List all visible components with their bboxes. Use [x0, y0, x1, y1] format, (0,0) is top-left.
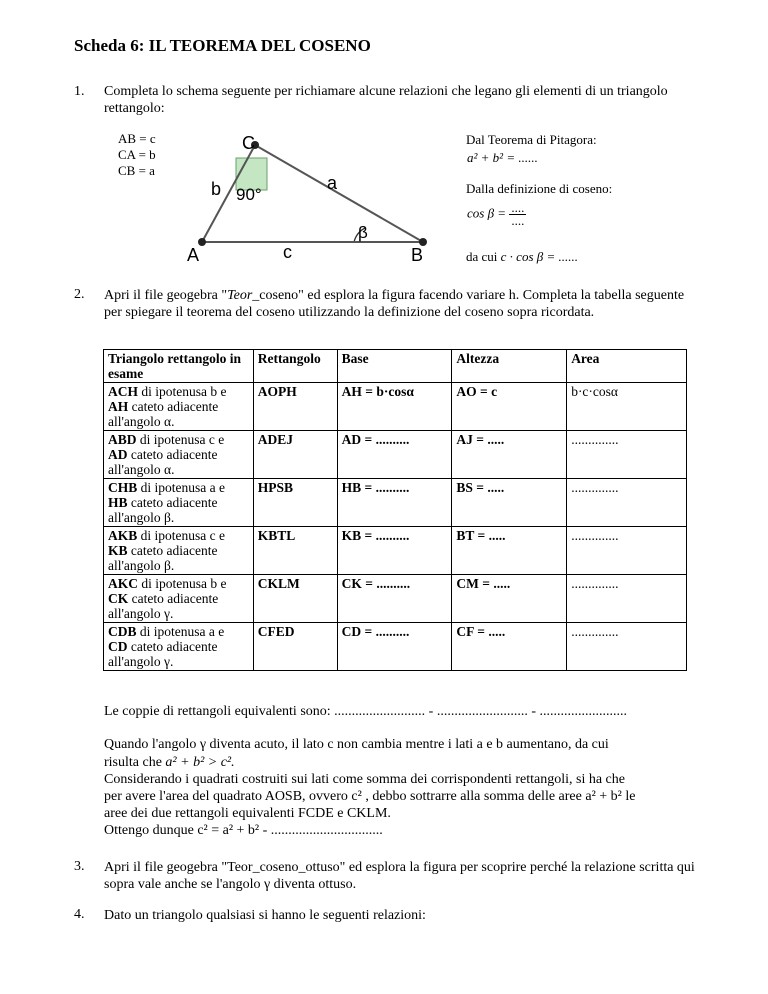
item-2-text-part1: Apri il file geogebra " [104, 288, 228, 303]
cathetus-desc: cateto adiacente all'angolo β. [108, 495, 218, 525]
right-angle-label: 90° [236, 185, 262, 204]
table-row [104, 479, 687, 527]
rectangles-table [103, 349, 687, 671]
beta-label: β [358, 223, 368, 242]
cos-denominator: .... [511, 213, 525, 228]
triangle-hyp: di ipotenusa a e [137, 480, 225, 495]
cos-lhs: cos β = [467, 205, 507, 221]
item-2-number: 2. [74, 287, 85, 302]
table-header-row [104, 350, 687, 383]
cathetus-name: AH [108, 399, 129, 414]
item-4-number: 4. [74, 907, 85, 922]
triangle-name: ACH [108, 384, 138, 399]
item-1-number: 1. [74, 84, 85, 99]
cos-fraction [509, 202, 526, 227]
header-altezza: Altezza [452, 350, 567, 383]
item-2-text-part2: _coseno" ed esplora la figura facendo variare h. Completa la tabella seguente per spiegare il teorema del coseno utilizzando la definizione del coseno sopra ricordata. [104, 288, 685, 320]
cell-triangolo [104, 479, 254, 527]
cell-triangolo [104, 431, 254, 479]
cell-altezza: CF = ..... [452, 623, 567, 671]
considerando-line-1: Considerando i quadrati costruiti sui lati come somma dei corrispondenti rettangoli, si ha che [104, 772, 625, 787]
cathetus-name: CK [108, 591, 129, 606]
cathetus-desc: cateto adiacente all'angolo β. [108, 543, 218, 573]
side-a-line [255, 145, 423, 242]
pitagora-formula: a² + b² = ...... [467, 150, 538, 165]
triangle-name: ABD [108, 432, 137, 447]
pitagora-label: Dal Teorema di Pitagora: [466, 132, 597, 147]
coseno-label: Dalla definizione di coseno: [466, 181, 613, 196]
cathetus-desc: cateto adiacente all'angolo γ. [108, 639, 218, 669]
cell-altezza: BT = ..... [452, 527, 567, 575]
ottengo-line: Ottengo dunque c² = a² + b² - ................................ [104, 823, 383, 838]
cathetus-name: CD [108, 639, 128, 654]
cathetus-name: AD [108, 447, 128, 462]
header-area: Area [567, 350, 687, 383]
vertex-a-label: A [187, 245, 200, 265]
cell-rettangolo: KBTL [253, 527, 337, 575]
side-a-label: a [327, 173, 338, 193]
cell-base: AH = b·cosα [337, 383, 452, 431]
cathetus-desc: cateto adiacente all'angolo α. [108, 447, 218, 477]
item-3-text: Apri il file geogebra "Teor_coseno_ottuso" ed esplora la figura per scoprire perché la relazione scritta qui sopra vale anche se l'angolo γ diventa ottuso. [104, 860, 695, 892]
triangle-name: AKC [108, 576, 138, 591]
cell-altezza: CM = ..... [452, 575, 567, 623]
table-row [104, 527, 687, 575]
triangle-hyp: di ipotenusa c e [137, 528, 225, 543]
cell-base: CK = .......... [337, 575, 452, 623]
legend-cb: CB = a [118, 163, 155, 178]
cell-rettangolo: CFED [253, 623, 337, 671]
quando-formula: a² + b² > c². [165, 755, 235, 770]
header-base: Base [337, 350, 452, 383]
considerando-line-2: per avere l'area del quadrato AOSB, ovvero c² , debbo sottrarre alla somma delle aree a² + b² le [104, 789, 636, 804]
vertex-a-point [198, 238, 206, 246]
triangle-hyp: di ipotenusa a e [136, 624, 225, 639]
cell-area: .............. [567, 431, 687, 479]
triangle-name: CHB [108, 480, 138, 495]
triangle-name: CDB [108, 624, 137, 639]
cell-altezza: BS = ..... [452, 479, 567, 527]
cell-altezza: AO = c [452, 383, 567, 431]
cos-numerator: .... [511, 200, 525, 215]
cell-base: CD = .......... [337, 623, 452, 671]
cell-base: HB = .......... [337, 479, 452, 527]
quando-line-2 [104, 754, 235, 771]
cell-rettangolo: ADEJ [253, 431, 337, 479]
coseno-formula [467, 202, 526, 227]
dacui-label: da cui [466, 249, 498, 264]
considerando-line-3: aree dei due rettangoli equivalenti FCDE e CKLM. [104, 806, 391, 821]
vertex-b-label: B [411, 245, 424, 265]
side-b-label: b [211, 179, 222, 199]
cell-area: .............. [567, 479, 687, 527]
cathetus-name: HB [108, 495, 128, 510]
cell-altezza: AJ = ..... [452, 431, 567, 479]
cathetus-name: KB [108, 543, 128, 558]
legend-ab: AB = c [118, 131, 156, 146]
cell-rettangolo: CKLM [253, 575, 337, 623]
cell-triangolo [104, 623, 254, 671]
cell-base: AD = .......... [337, 431, 452, 479]
triangle-hyp: di ipotenusa b e [138, 384, 227, 399]
right-triangle-figure [180, 128, 440, 268]
cell-triangolo [104, 575, 254, 623]
triangle-hyp: di ipotenusa c e [136, 432, 225, 447]
quando-text: risulta che [104, 755, 166, 770]
cell-triangolo [104, 383, 254, 431]
item-1-text: Completa lo schema seguente per richiamare alcune relazioni che legano gli elementi di un triangolo rettangolo: [104, 84, 668, 116]
table-row [104, 431, 687, 479]
side-c-label: c [283, 242, 292, 262]
cathetus-desc: cateto adiacente all'angolo α. [108, 399, 219, 429]
cathetus-desc: cateto adiacente all'angolo γ. [108, 591, 219, 621]
table-row [104, 575, 687, 623]
table-row [104, 623, 687, 671]
vertex-c-label: C [242, 133, 255, 153]
item-2-text [104, 287, 704, 321]
dacui-line [466, 249, 578, 265]
coppie-line: Le coppie di rettangoli equivalenti sono: .......................... - .......................... - ......................... [104, 704, 627, 719]
cell-rettangolo: AOPH [253, 383, 337, 431]
triangle-hyp: di ipotenusa b e [138, 576, 227, 591]
item-4-text: Dato un triangolo qualsiasi si hanno le seguenti relazioni: [104, 908, 426, 923]
cell-area: b·c·cosα [567, 383, 687, 431]
page-title: Scheda 6: IL TEOREMA DEL COSENO [74, 36, 371, 55]
cell-base: KB = .......... [337, 527, 452, 575]
cell-area: .............. [567, 623, 687, 671]
cell-area: .............. [567, 527, 687, 575]
dacui-formula: c · cos β = ...... [500, 249, 579, 264]
header-rettangolo: Rettangolo [253, 350, 337, 383]
legend-ca: CA = b [118, 147, 156, 162]
cell-triangolo [104, 527, 254, 575]
item-3-number: 3. [74, 859, 85, 874]
quando-line-1: Quando l'angolo γ diventa acuto, il lato c non cambia mentre i lati a e b aumentano, da cui [104, 737, 609, 752]
cell-area: .............. [567, 575, 687, 623]
header-triangolo: Triangolo rettangolo in esame [104, 350, 254, 383]
item-2-text-italic: Teor [227, 288, 253, 303]
table-row [104, 383, 687, 431]
triangle-name: AKB [108, 528, 138, 543]
cell-rettangolo: HPSB [253, 479, 337, 527]
